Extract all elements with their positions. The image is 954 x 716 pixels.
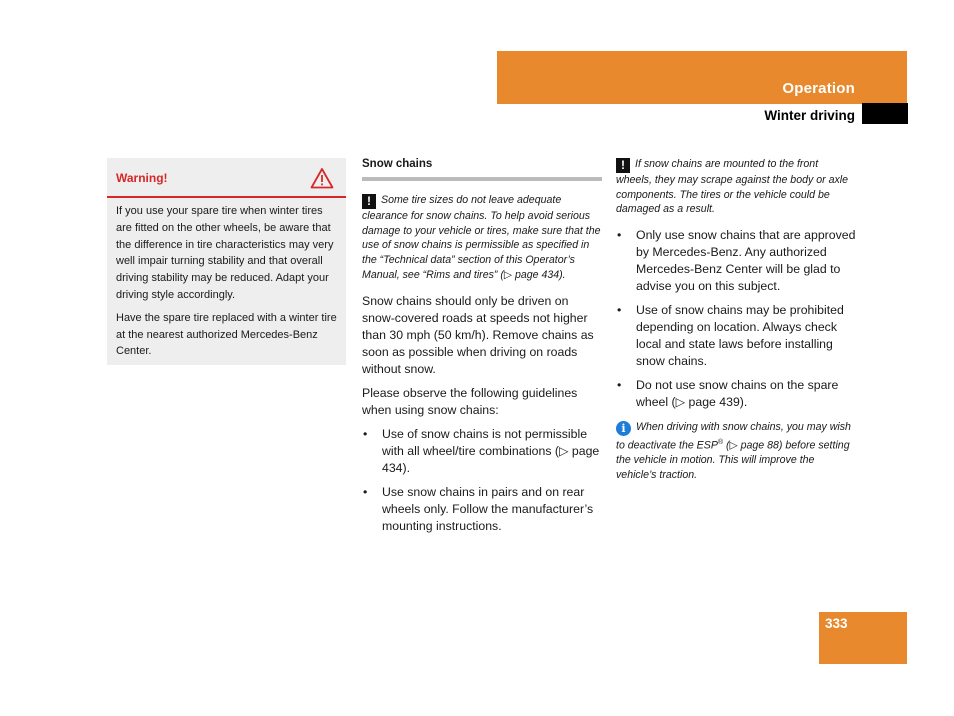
body-paragraph: Snow chains should only be driven on snow-covered roads at speeds not higher than 30 mph (50 km/h). Remove chains as soon as possible when driving on roads without snow. [362,293,594,376]
warning-body [107,198,346,360]
caution-note-text: If snow chains are mounted to the front wheels, they may scrape against the body or axle components. The tires or the vehicle could be damaged as a result. [616,158,849,216]
list-item: • Do not use snow chains on the spare wheel (▷ page 439). [616,377,856,411]
list-item: • Use of snow chains may be prohibited depending on location. Always check local and state laws before installing snow chains. [616,302,856,370]
warning-paragraph: Have the spare tire replaced with a winter tire at the nearest authorized Mercedes-Benz Center. [116,311,337,358]
warning-box [107,158,346,365]
info-note-text: When driving with snow chains, you may wish to deactivate the ESP [616,421,851,452]
guideline-list [616,227,856,411]
warning-triangle-icon [310,167,334,189]
info-note [616,420,856,483]
info-note-text: (▷ page 88) before setting the vehicle in motion. This will improve the vehicle’s traction. [616,439,850,482]
page-number-box [819,612,907,664]
exclamation-icon: ! [616,158,630,173]
header-tab-marker [862,103,908,124]
caution-note [362,193,602,283]
registered-mark: ® [717,439,724,447]
list-item: • Only use snow chains that are approved by Mercedes-Benz. Any authorized Mercedes-Benz Center will be glad to advise you on this subject. [616,227,856,295]
list-item: • Use snow chains in pairs and on rear wheels only. Follow the manufacturer’s mounting instructions. [362,484,602,535]
guideline-list [362,426,602,535]
caution-note [616,157,856,217]
warning-paragraph: If you use your spare tire when winter tires are fitted on the other wheels, be aware that the difference in tire characteristics may very well impair turning stability and that overall driving stability may be reduced. Adapt your driving style accordingly. [116,205,334,301]
warning-title: Warning! [116,171,168,185]
body-paragraph: Please observe the following guidelines when using snow chains: [362,385,578,417]
info-icon: i [616,421,631,436]
snow-chains-heading: Snow chains [362,156,602,181]
right-column [616,157,856,493]
page-number: 333 [825,616,848,631]
caution-note-text: Some tire sizes do not leave adequate clearance for snow chains. To help avoid serious damage to your vehicle or tires, make sure that the use of snow chains is permissible as specified in the “Technical data” section of this Operator’s Manual, see “Rims and tires” (▷ page 434). [362,194,601,281]
subsection-title: Winter driving [764,108,855,123]
snow-chains-column [362,156,602,544]
exclamation-icon: ! [362,194,376,209]
section-title: Operation [782,80,855,97]
warning-header [107,158,346,198]
list-item: • Use of snow chains is not permissible with all wheel/tire combinations (▷ page 434). [362,426,602,477]
